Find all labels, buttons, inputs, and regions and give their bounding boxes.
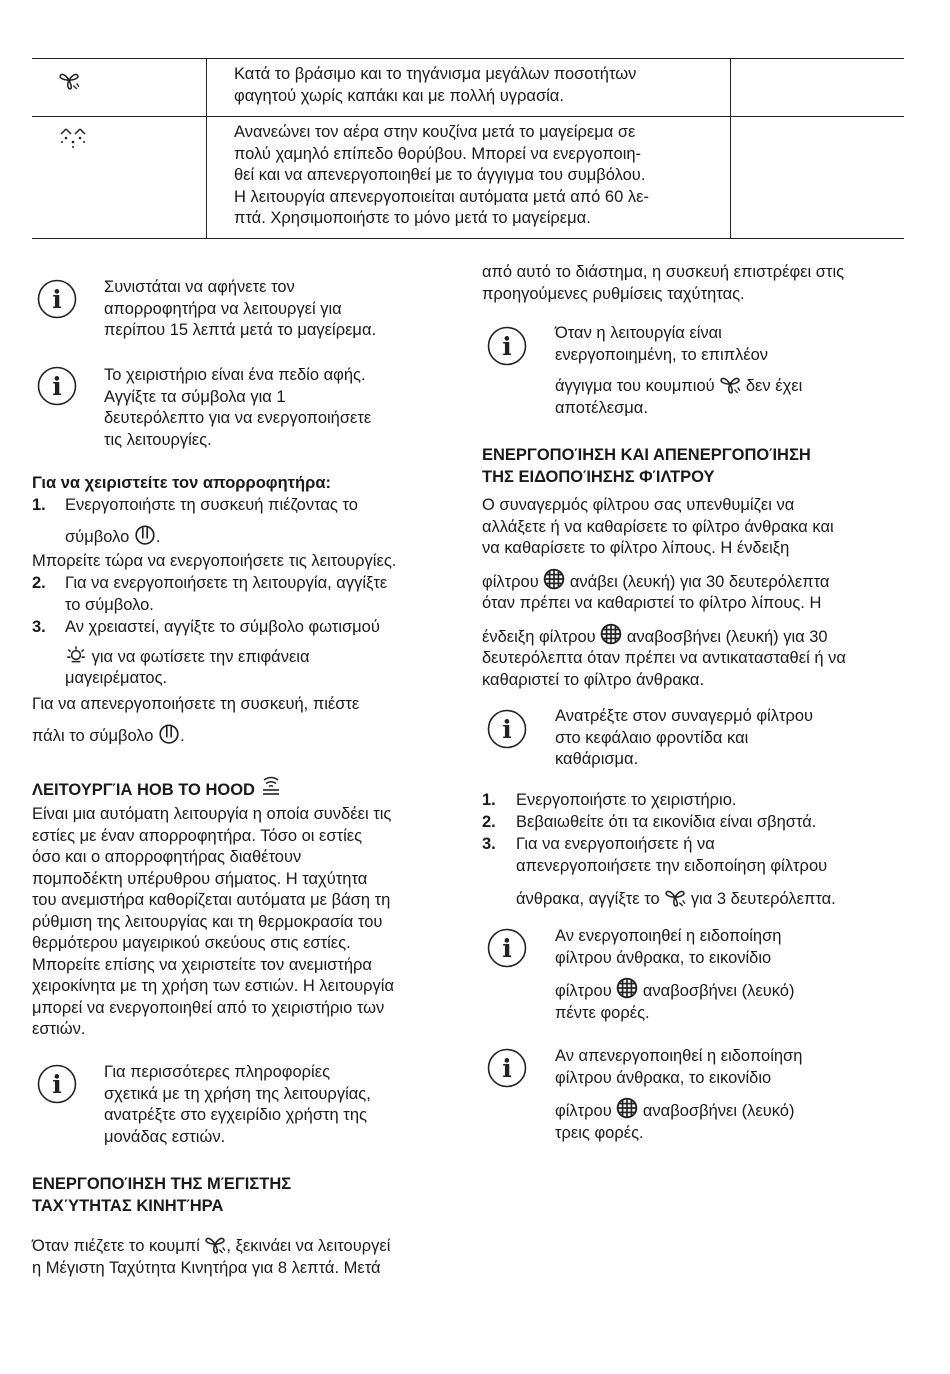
max-speed-heading xyxy=(32,1174,291,1217)
text-line: αναβοσβήνει (λευκή) για 30 xyxy=(622,627,828,646)
text-line: του ανεμιστήρα καθορίζεται αυτόματα με βάση τη xyxy=(32,891,391,909)
table-cell-text: Κατά το βράσιμο και το τηγάνισμα μεγάλων ποσοτήτων xyxy=(234,65,637,83)
step-text: άνθρακα, αγγίξτε το xyxy=(516,890,660,908)
step-number: 1. xyxy=(32,496,46,514)
continued-paragraph xyxy=(482,262,912,305)
step-text: . xyxy=(155,527,161,546)
note-line: Αν απενεργοποιηθεί η ειδοποίηση xyxy=(555,1047,803,1065)
text-line: δευτερόλεπτα όταν πρέπει να αντικατασταθεί ή να xyxy=(482,649,846,667)
table-divider xyxy=(32,116,904,117)
text-line: ένδειξη φίλτρου xyxy=(482,627,596,646)
text-line: όσο και ο απορροφητήρας διαθέτουν xyxy=(32,848,302,866)
paragraph: Μπορείτε τώρα να ενεργοποιήσετε τις λειτουργίες. xyxy=(32,552,397,570)
step-text: το σύμβολο. xyxy=(65,595,154,614)
text-line: θερμότερου μαγειρικού σκεύους στις εστίες. xyxy=(32,934,351,952)
heading-text: ΤΗΣ ΕΙΔΟΠΟΊΗΣΗΣ ΦΊΛΤΡΟΥ xyxy=(482,467,715,486)
note-line: φίλτρου άνθρακα, το εικονίδιο xyxy=(555,948,772,967)
info-icon xyxy=(487,709,527,749)
text-line: Για να απενεργοποιήσετε τη συσκευή, πιέστε xyxy=(32,695,360,713)
text-line: ρύθμιση της λειτουργίας και τη θερμοκρασία του xyxy=(32,912,383,931)
info-icon xyxy=(37,366,77,406)
step-number: 2. xyxy=(32,574,46,592)
note-repeat-touch xyxy=(555,323,885,419)
table-cell-text: θεί και να απενεργοποιηθεί με το άγγιγμα του συμβόλου. xyxy=(234,166,646,184)
text-line: εστίες με έναν απορροφητήρα. Τόσο οι εστίες xyxy=(32,826,363,845)
table-divider xyxy=(32,238,904,239)
step-item xyxy=(516,834,836,911)
table-cell-text: Ανανεώνει τον αέρα στην κουζίνα μετά το μαγείρεμα σε xyxy=(234,123,636,141)
step-text: Αν χρειαστεί, αγγίξτε το σύμβολο φωτισμού xyxy=(65,618,380,636)
note-line: ανατρέξτε στο εγχειρίδιο χρήστη της xyxy=(104,1106,367,1124)
heading-text: ΕΝΕΡΓΟΠΟΊΗΣΗ ΚΑΙ ΑΠΕΝΕΡΓΟΠΟΊΗΣΗ xyxy=(482,446,811,464)
table-cell-text: φαγητού χωρίς καπάκι και με πολλή υγρασία. xyxy=(234,86,564,105)
text-line: να καθαρίσετε το φίλτρο λίπους. Η ένδειξη xyxy=(482,539,790,557)
note-line: αναβοσβήνει (λευκό) xyxy=(638,982,795,1000)
power-icon xyxy=(158,722,180,744)
note-filter-off xyxy=(555,1046,885,1144)
note-line: φίλτρου xyxy=(555,982,612,1000)
text-line: . xyxy=(180,726,185,745)
note-filter-alarm xyxy=(555,706,885,771)
text-line: εστιών. xyxy=(32,1020,86,1038)
note-line: αποτέλεσμα. xyxy=(555,398,648,417)
step-text: για 3 δευτερόλεπτα. xyxy=(686,890,836,908)
note-filter-on xyxy=(555,926,885,1024)
text-line: η Μέγιστη Ταχύτητα Κινητήρα για 8 λεπτά. Μετά xyxy=(32,1258,381,1277)
note-line: Όταν η λειτουργία είναι xyxy=(555,324,722,342)
note-line: Αν ενεργοποιηθεί η ειδοποίηση xyxy=(555,927,782,945)
light-icon xyxy=(65,645,87,665)
step-text: Ενεργοποιήστε το χειριστήριο. xyxy=(516,791,737,809)
info-icon xyxy=(37,279,77,319)
filter-grid-icon xyxy=(616,1097,638,1119)
text-line: όταν πρέπει να καθαριστεί το φίλτρο λίπους. Η xyxy=(482,594,822,612)
note-line: στο κεφάλαιο φροντίδα και xyxy=(555,728,749,747)
step-text: μαγειρέματος. xyxy=(65,669,168,687)
info-icon xyxy=(487,928,527,968)
table-divider xyxy=(32,58,904,59)
table-row xyxy=(234,122,726,230)
text-line: μπορεί να ενεργοποιηθεί από το χειριστήριο των xyxy=(32,998,385,1017)
breeze-icon xyxy=(58,126,88,148)
info-icon xyxy=(37,1064,77,1104)
note-line: δεν έχει xyxy=(741,377,803,395)
table-divider xyxy=(730,58,731,238)
step-number: 3. xyxy=(32,618,46,636)
filter-heading xyxy=(482,445,811,488)
step-number: 3. xyxy=(482,835,496,853)
fan-boost-icon xyxy=(204,1232,226,1254)
note-after-cooking xyxy=(104,277,434,342)
hob-to-hood-paragraph xyxy=(32,804,462,1041)
step-item xyxy=(65,495,358,548)
note-line: Για περισσότερες πληροφορίες xyxy=(104,1063,331,1081)
step-item xyxy=(65,573,387,616)
fan-boost-icon xyxy=(58,68,80,90)
hob-to-hood-icon xyxy=(260,775,282,797)
table-cell-text: πτά. Χρησιμοποιήστε το μόνο μετά το μαγείρεμα. xyxy=(234,209,591,227)
note-line: καθάρισμα. xyxy=(555,750,639,768)
step-text: Για να ενεργοποιήσετε ή να xyxy=(516,835,715,853)
note-line: δευτερόλεπτο για να ενεργοποιήσετε xyxy=(104,409,372,427)
filter-grid-icon xyxy=(616,977,638,999)
heading-text: ΛΕΙΤΟΥΡΓΊΑ HOB TO HOOD xyxy=(32,781,255,799)
note-hob-manual xyxy=(104,1062,434,1148)
filter-grid-icon xyxy=(543,568,565,590)
note-line: μονάδας εστιών. xyxy=(104,1127,226,1146)
note-line: τις λειτουργίες. xyxy=(104,430,212,449)
step-text: σύμβολο xyxy=(65,527,130,546)
text-line: πάλι το σύμβολο xyxy=(32,726,154,745)
paragraph xyxy=(32,694,359,747)
table-divider xyxy=(206,58,207,238)
text-line: αλλάξετε ή να καθαρίσετε το φίλτρο άνθρακα και xyxy=(482,517,834,536)
text-line: ανάβει (λευκή) για 30 δευτερόλεπτα xyxy=(565,572,830,591)
step-text: απενεργοποιήσετε την ειδοποίηση φίλτρου xyxy=(516,856,828,875)
note-touch-panel xyxy=(104,365,434,451)
note-line: απορροφητήρα να λειτουργεί για xyxy=(104,299,342,318)
note-line: φίλτρου xyxy=(555,1102,612,1120)
note-line: Ανατρέξτε στον συναγερμό φίλτρου xyxy=(555,707,814,725)
fan-boost-icon xyxy=(664,885,686,907)
hob-to-hood-heading xyxy=(32,775,282,802)
text-line: καθαριστεί το φίλτρο άνθρακα. xyxy=(482,670,705,689)
note-line: άγγιγμα του κουμπιού xyxy=(555,377,715,395)
step-item xyxy=(65,617,380,690)
note-line: σχετικά με τη χρήση της λειτουργίας, xyxy=(104,1084,371,1103)
text-line: Είναι μια αυτόματη λειτουργία η οποία συνδέει τις xyxy=(32,805,392,823)
text-line: Όταν πιέζετε το κουμπί xyxy=(32,1237,200,1255)
step-text: Για να ενεργοποιήσετε τη λειτουργία, αγγίξτε xyxy=(65,574,388,592)
text-line: προηγούμενες ρυθμίσεις ταχύτητας. xyxy=(482,284,745,303)
table-cell-text: Η λειτουργία απενεργοποιείται αυτόματα μετά από 60 λε- xyxy=(234,187,649,206)
text-line: πομποδέκτη υπέρυθρου σήματος. Η ταχύτητα xyxy=(32,869,368,888)
note-line: πέντε φορές. xyxy=(555,1003,650,1022)
filter-paragraph xyxy=(482,495,922,691)
info-icon xyxy=(487,326,527,366)
note-line: Συνιστάται να αφήνετε τον xyxy=(104,278,295,296)
info-icon xyxy=(487,1048,527,1088)
step-text: Βεβαιωθείτε ότι τα εικονίδια είναι σβηστά. xyxy=(516,813,817,831)
filter-grid-icon xyxy=(600,623,622,645)
text-line: χειροκίνητα με τη χρήση των εστιών. Η λειτουργία xyxy=(32,977,395,995)
note-line: αναβοσβήνει (λευκό) xyxy=(638,1102,795,1120)
step-text: Ενεργοποιήστε τη συσκευή πιέζοντας το xyxy=(65,496,358,514)
text-line: φίλτρου xyxy=(482,572,539,591)
note-line: φίλτρου άνθρακα, το εικονίδιο xyxy=(555,1068,772,1087)
step-text: για να φωτίσετε την επιφάνεια xyxy=(87,647,310,666)
note-line: περίπου 15 λεπτά μετά το μαγείρεμα. xyxy=(104,321,377,339)
step-number: 1. xyxy=(482,791,496,809)
text-line: , ξεκινάει να λειτουργεί xyxy=(226,1237,391,1255)
note-line: τρεις φορές. xyxy=(555,1123,644,1142)
note-line: ενεργοποιημένη, το επιπλέον xyxy=(555,345,769,364)
note-line: Αγγίξτε τα σύμβολα για 1 xyxy=(104,387,286,406)
heading-text: ΤΑΧΎΤΗΤΑΣ ΚΙΝΗΤΉΡΑ xyxy=(32,1196,224,1215)
text-line: Μπορείτε επίσης να χειριστείτε τον ανεμιστήρα xyxy=(32,955,372,974)
power-icon xyxy=(134,523,156,545)
fan-boost-icon xyxy=(719,372,741,394)
table-row xyxy=(234,64,726,107)
heading-text: ΕΝΕΡΓΟΠΟΊΗΣΗ ΤΗΣ ΜΈΓΙΣΤΗΣ xyxy=(32,1175,292,1193)
table-cell-text: πολύ χαμηλό επίπεδο θορύβου. Μπορεί να ενεργοποιη- xyxy=(234,144,642,163)
step-number: 2. xyxy=(482,813,496,831)
note-line: Το χειριστήριο είναι ένα πεδίο αφής. xyxy=(104,366,366,384)
text-line: από αυτό το διάστημα, η συσκευή επιστρέφει στις xyxy=(482,263,845,281)
max-speed-paragraph xyxy=(32,1232,462,1279)
text-line: Ο συναγερμός φίλτρου σας υπενθυμίζει να xyxy=(482,496,795,514)
operate-heading: Για να χειριστείτε τον απορροφητήρα: xyxy=(32,474,331,492)
